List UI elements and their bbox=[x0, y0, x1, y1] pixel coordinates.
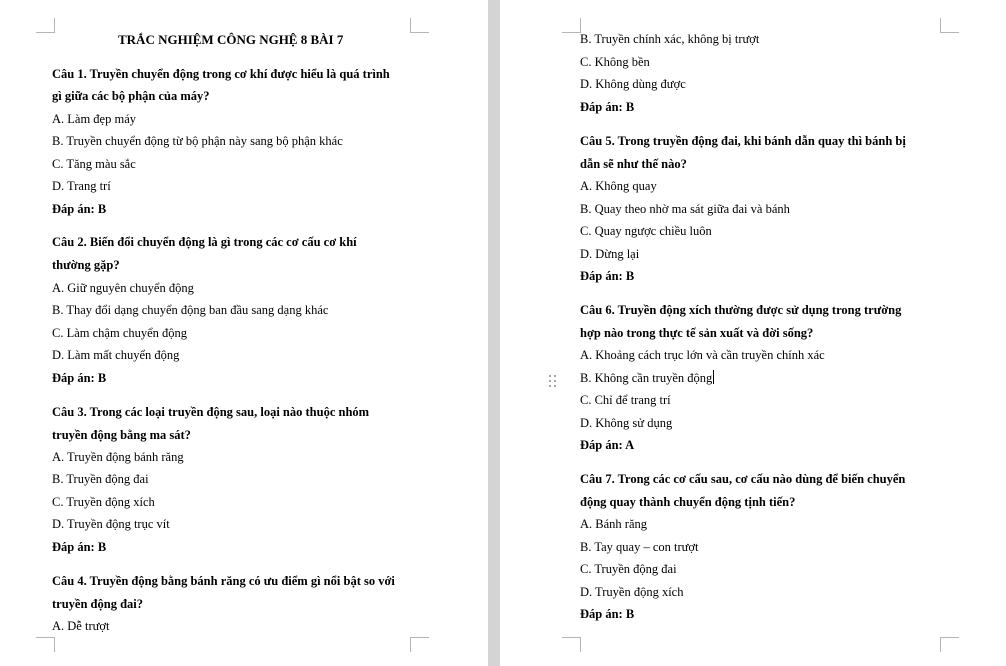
left-text-line: C. Làm chậm chuyển động bbox=[52, 326, 188, 340]
crop-mark-top-left bbox=[36, 18, 55, 33]
document-page-right[interactable] bbox=[500, 0, 1006, 666]
left-text-line: B. Thay đổi dạng chuyển động ban đầu sang dạng khác bbox=[52, 303, 329, 317]
page-gutter bbox=[488, 0, 500, 666]
right-text-line: Câu 6. Truyền động xích thường được sử dụng trong trường bbox=[580, 303, 902, 317]
crop-mark-top-left bbox=[562, 18, 581, 33]
left-text-line: C. Truyền động xích bbox=[52, 495, 155, 509]
right-text-line: A. Khoảng cách trục lớn và cần truyền chính xác bbox=[580, 348, 825, 362]
left-text-line: Câu 4. Truyền động bằng bánh răng có ưu điểm gì nổi bật so với bbox=[52, 574, 395, 588]
left-text-line: truyền động bằng ma sát? bbox=[52, 428, 191, 442]
right-text-line: dẫn sẽ như thế nào? bbox=[580, 157, 687, 171]
document-title: TRẮC NGHIỆM CÔNG NGHỆ 8 BÀI 7 bbox=[118, 32, 344, 47]
right-text-line: động quay thành chuyển động tịnh tiến? bbox=[580, 495, 796, 509]
right-text-line: B. Quay theo nhờ ma sát giữa đai và bánh bbox=[580, 202, 790, 216]
left-text-line: A. Truyền động bánh răng bbox=[52, 450, 184, 464]
left-text-line: A. Làm đẹp máy bbox=[52, 112, 137, 126]
right-text-line: A. Không quay bbox=[580, 179, 657, 193]
right-text-line: C. Chỉ để trang trí bbox=[580, 393, 671, 407]
right-text-line: Câu 5. Trong truyền động đai, khi bánh dẫn quay thì bánh bị bbox=[580, 134, 906, 148]
crop-mark-bottom-left bbox=[562, 637, 581, 652]
right-text-line: Đáp án: B bbox=[580, 100, 635, 114]
drag-handle-icon[interactable] bbox=[549, 374, 557, 388]
right-text-line: B. Tay quay – con trượt bbox=[580, 540, 699, 554]
crop-mark-top-right bbox=[410, 18, 429, 33]
crop-mark-bottom-left bbox=[36, 637, 55, 652]
left-text-line: A. Dễ trượt bbox=[52, 619, 110, 633]
left-text-line: D. Làm mất chuyển động bbox=[52, 348, 180, 362]
right-text-line: B. Truyền chính xác, không bị trượt bbox=[580, 32, 760, 46]
right-text-line: C. Quay ngược chiều luôn bbox=[580, 224, 712, 238]
crop-mark-bottom-right bbox=[940, 637, 959, 652]
left-text-line: B. Truyền chuyển động từ bộ phận này sang bộ phận khác bbox=[52, 134, 343, 148]
right-text-line: Đáp án: B bbox=[580, 607, 635, 621]
text-cursor bbox=[713, 370, 714, 384]
left-text-line: D. Truyền động trục vít bbox=[52, 517, 170, 531]
right-text-line: C. Truyền động đai bbox=[580, 562, 677, 576]
left-text-line: truyền động đai? bbox=[52, 597, 143, 611]
left-text-line: thường gặp? bbox=[52, 258, 120, 272]
left-text-line: Đáp án: B bbox=[52, 371, 107, 385]
left-text-line: D. Trang trí bbox=[52, 179, 111, 193]
right-text-line: D. Truyền động xích bbox=[580, 585, 684, 599]
right-text-line: Đáp án: A bbox=[580, 438, 635, 452]
crop-mark-top-right bbox=[940, 18, 959, 33]
crop-mark-bottom-right bbox=[410, 637, 429, 652]
left-text-line: gì giữa các bộ phận của máy? bbox=[52, 89, 210, 103]
right-text-line: Câu 7. Trong các cơ cấu sau, cơ cấu nào dùng để biến chuyển bbox=[580, 472, 906, 486]
right-text-line: Đáp án: B bbox=[580, 269, 635, 283]
document-page-left[interactable] bbox=[0, 0, 488, 666]
left-text-line: B. Truyền động đai bbox=[52, 472, 149, 486]
right-text-line: A. Bánh răng bbox=[580, 517, 647, 531]
left-text-line: Đáp án: B bbox=[52, 202, 107, 216]
left-text-line: Đáp án: B bbox=[52, 540, 107, 554]
right-text-line: C. Không bền bbox=[580, 55, 650, 69]
right-text-line: hợp nào trong thực tế sản xuất và đời sống? bbox=[580, 326, 814, 340]
left-text-line: A. Giữ nguyên chuyển động bbox=[52, 281, 194, 295]
right-text-line: D. Không sử dụng bbox=[580, 416, 673, 430]
left-text-line: Câu 2. Biến đổi chuyển động là gì trong các cơ cấu cơ khí bbox=[52, 235, 357, 249]
left-text-line: Câu 1. Truyền chuyển động trong cơ khí được hiểu là quá trình bbox=[52, 67, 390, 81]
right-text-line: D. Dừng lại bbox=[580, 247, 640, 261]
right-text-line: B. Không cần truyền động bbox=[580, 371, 713, 385]
left-text-line: Câu 3. Trong các loại truyền động sau, loại nào thuộc nhóm bbox=[52, 405, 370, 419]
right-text-line: D. Không dùng được bbox=[580, 77, 686, 91]
left-text-line: C. Tăng màu sắc bbox=[52, 157, 136, 171]
